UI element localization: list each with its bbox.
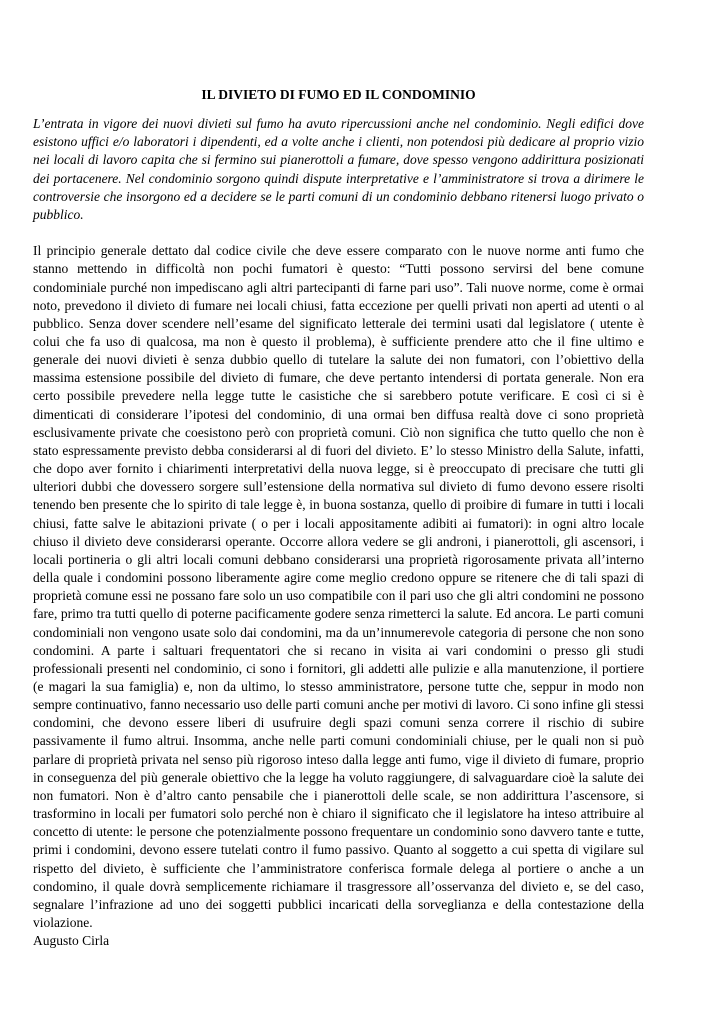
article-body: Il principio generale dettato dal codice civile che deve essere comparato con le nuove norme anti fumo che stanno mettendo in difficoltà non pochi fumatori è questo: “Tutti possono servirsi del bene comune condominiale purché non impediscano agli altri partecipanti di farne pari uso”. Tali nuove norme, come è ormai noto, prevedono il divieto di fumare nei locali chiusi, fatta eccezione per quelli privati non aperti ad utenti o al pubblico. Senza dover scendere nell’esame del significato letterale dei termini usati dal legislatore ( utente è colui che fa uso di qualcosa, ma non è questo il problema), è sufficiente prendere atto che il fine ultimo e generale dei nuovi divieti è senza dubbio quello di tutelare la salute dei non fumatori, con l’obiettivo della massima estensione possibile del divieto di fumare, che deve pertanto intendersi di portata generale. Non era certo possibile prevedere nella legge tutte le casistiche che si sarebbero potute verificare. E così ci si è dimenticati di considerare l’ipotesi del condominio, di una ormai ben diffusa realtà dove ci sono proprietà esclusivamente private che coesistono però con proprietà comuni. Ciò non significa che tutto quello che non è stato espressamente previsto debba considerarsi al di fuori del divieto. E’ lo stesso Ministro della Salute, infatti, che dopo aver fornito i chiarimenti interpretativi della nuova legge, si è preoccupato di precisare che tutti gli ulteriori dubbi che dovessero sorgere sull’estensione della normativa sul divieto di fumo devono essere risolti tenendo ben presente che lo spirito di tale legge è, in buona sostanza, quello di proibire di fumare in tutti i locali chiusi, fatte salve le abitazioni private ( o per i locali appositamente adibiti ai fumatori): in ogni altro locale chiuso il divieto deve considerarsi operante. Occorre allora vedere se gli androni, i pianerottoli, gli ascensori, i locali portineria o gli altri locali comuni debbano considerarsi una proprietà rigorosamente privata all’interno della quale i condomini possono liberamente agire come meglio credono oppure se ritenere che di tali spazi di proprietà comune essi ne possano fare solo un uso compatibile con il pari uso che gli altri condomini ne possono fare, primo tra tutti quello di poterne pacificamente godere senza rimetterci la salute. Ed ancora. Le parti comuni condominiali non vengono usate solo dai condomini, ma da un’innumerevole categoria di persone che non sono condomini. A parte i saltuari frequentatori che si recano in visita ai vari condomini o presso gli studi professionali presenti nel condominio, ci sono i fornitori, gli addetti alle pulizie e alla manutenzione, il portiere (e magari la sua famiglia) e, non da ultimo, lo stesso amministratore, persone tutte che, seppur in modo non sempre continuativo, fanno necessario uso delle parti comuni anche per motivi di lavoro. Ci sono infine gli stessi condomini, che devono essere liberi di usufruire degli spazi comuni senza correre il rischio di subire passivamente il fumo altrui. Insomma, anche nelle parti comuni condominiali chiuse, per le quali non si può parlare di proprietà privata nel senso più rigoroso inteso dalla legge anti fumo, vige il divieto di fumare, proprio in conseguenza del più generale obiettivo che la legge ha voluto raggiungere, di salvaguardare cioè la salute dei non fumatori. Non è d’altro canto pensabile che i pianerottoli delle scale, se non addirittura l’ascensore, si trasformino in locali per fumatori solo perché non è chiaro il significato che il legislatore ha inteso attribuire al concetto di utente: le persone che potenzialmente possono frequentare un condominio sono davvero tante e tutte, primi i condomini, devono essere tutelati contro il fumo passivo. Quanto al soggetto a cui spetta di vigilare sul rispetto del divieto, è sufficiente che l’amministratore conferisca formale delega al portiere o anche a un condomino, il quale dovrà semplicemente richiamare il trasgressore all’osservanza del divieto e, se del caso, segnalare l’infrazione ad uno dei soggetti pubblici incaricati della sorveglianza e della contestazione della violazione. — [33, 243, 644, 930]
article-author: Augusto Cirla — [33, 933, 110, 949]
article-title: IL DIVIETO DI FUMO ED IL CONDOMINIO — [201, 87, 476, 102]
article-intro: L’entrata in vigore dei nuovi divieti sul fumo ha avuto ripercussioni anche nel condominio. Negli edifici dove esistono uffici e/o laboratori i dipendenti, ed a volte anche i clienti, non potendosi più dedicare al proprio vizio nei locali di lavoro capita che si fermino sui pianerottoli a fumare, dove spesso vengono addirittura posizionati dei portacenere. Nel condominio sorgono quindi dispute interpretative e l’amministratore si trova a dirimere le controversie che insorgono ed a decidere se le parti comuni di un condominio debbano ritenersi luogo privato o pubblico. — [33, 116, 644, 223]
document-page — [33, 86, 644, 950]
